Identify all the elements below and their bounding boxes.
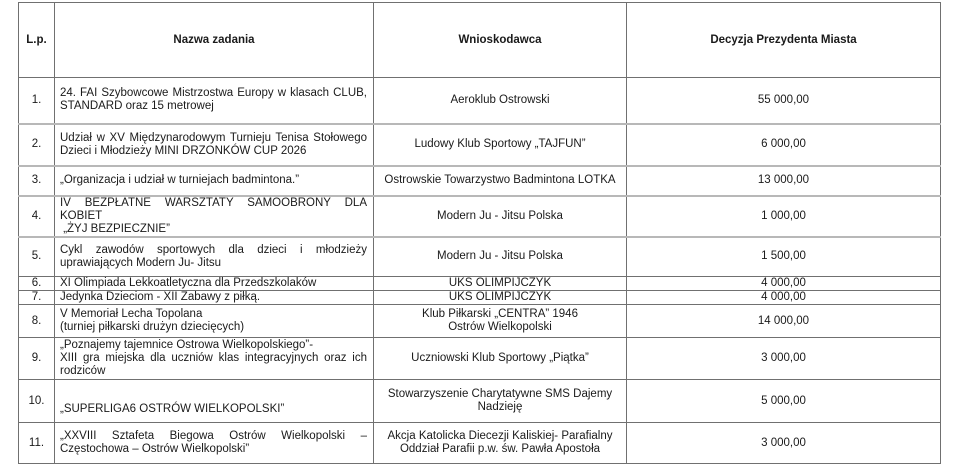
- header-decision: Decyzja Prezydenta Miasta: [627, 3, 941, 78]
- row-applicant-line1: Akcja Katolicka Diecezji Kaliskiej- Parafialny: [387, 430, 613, 442]
- row-applicant-line1: Klub Piłkarski „CENTRA” 1946: [422, 308, 578, 320]
- row-applicant: Ostrowskie Towarzystwo Badmintona LOTKA: [374, 166, 627, 196]
- row-name: Cykl zawodów sportowych dla dzieci i młodzieży uprawiających Modern Ju- Jitsu: [55, 237, 374, 277]
- row-lp: 9.: [19, 338, 55, 380]
- row-amount: 4 000,00: [627, 277, 941, 291]
- row-name-line2: „ŻYJ BEZPIECZNIE”: [60, 222, 170, 235]
- table-row: [19, 78, 941, 124]
- table-row: [19, 196, 941, 237]
- header-row: [19, 3, 941, 78]
- row-lp: 5.: [19, 237, 55, 277]
- table-row: [19, 166, 941, 196]
- row-lp: 3.: [19, 166, 55, 196]
- table-row: [19, 305, 941, 338]
- table-row: [19, 338, 941, 380]
- row-name-line2: (turniej piłkarski drużyn dziecięcych): [60, 321, 245, 333]
- row-amount: 13 000,00: [627, 166, 941, 196]
- row-lp: 8.: [19, 305, 55, 338]
- row-amount: 14 000,00: [627, 305, 941, 338]
- row-name: [55, 196, 374, 237]
- header-lp: L.p.: [19, 3, 55, 78]
- row-lp: 2.: [19, 124, 55, 166]
- row-lp: 1.: [19, 78, 55, 124]
- header-name: Nazwa zadania: [55, 3, 374, 78]
- row-lp: 4.: [19, 196, 55, 237]
- row-lp: 7.: [19, 291, 55, 305]
- row-amount: 1 000,00: [627, 196, 941, 237]
- row-name: Jedynka Dzieciom - XII Zabawy z piłką.: [55, 291, 374, 305]
- row-applicant-line2: Nadzieję: [477, 401, 523, 413]
- row-name-line1: IV BEZPŁATNE WARSZTATY SAMOOBRONY DLA KOBIET: [60, 196, 367, 222]
- row-amount: 5 000,00: [627, 380, 941, 423]
- table-row: [19, 237, 941, 277]
- row-amount: 3 000,00: [627, 338, 941, 380]
- row-applicant: Modern Ju - Jitsu Polska: [374, 237, 627, 277]
- row-name: [55, 305, 374, 338]
- table-row: [19, 277, 941, 291]
- table-row: [19, 380, 941, 423]
- row-name-line1: „Poznajemy tajemnice Ostrowa Wielkopolskiego”-: [60, 339, 314, 351]
- row-applicant: [374, 380, 627, 423]
- row-name: 24. FAI Szybowcowe Mistrzostwa Europy w klasach CLUB, STANDARD oraz 15 metrowej: [55, 78, 374, 124]
- row-name: [55, 338, 374, 380]
- header-applicant: Wnioskodawca: [374, 3, 627, 78]
- row-amount: 1 500,00: [627, 237, 941, 277]
- table-row: [19, 423, 941, 464]
- table-row: [19, 291, 941, 305]
- row-applicant: Modern Ju - Jitsu Polska: [374, 196, 627, 237]
- row-applicant: Ludowy Klub Sportowy „TAJFUN”: [374, 124, 627, 166]
- row-lp: 10.: [19, 380, 55, 423]
- row-amount: 55 000,00: [627, 78, 941, 124]
- row-applicant: [374, 423, 627, 464]
- row-applicant-line2: Ostrów Wielkopolski: [448, 321, 552, 333]
- grants-table: [18, 2, 941, 464]
- row-applicant-line1: Stowarzyszenie Charytatywne SMS Dajemy: [387, 388, 613, 400]
- row-applicant: Aeroklub Ostrowski: [374, 78, 627, 124]
- row-applicant: UKS OLIMPIJCZYK: [374, 277, 627, 291]
- row-applicant-line2: Oddział Parafii p.w. św. Pawła Apostoła: [399, 443, 601, 455]
- row-applicant: Uczniowski Klub Sportowy „Piątka”: [374, 338, 627, 380]
- row-applicant: UKS OLIMPIJCZYK: [374, 291, 627, 305]
- row-amount: 3 000,00: [627, 423, 941, 464]
- row-name: „XXVIII Sztafeta Biegowa Ostrów Wielkopolski – Częstochowa – Ostrów Wielkopolski”: [55, 423, 374, 464]
- row-name-line1: V Memoriał Lecha Topolana: [60, 308, 203, 320]
- table-row: [19, 124, 941, 166]
- row-lp: 11.: [19, 423, 55, 464]
- row-applicant: [374, 305, 627, 338]
- row-amount: 6 000,00: [627, 124, 941, 166]
- row-name: „SUPERLIGA6 OSTRÓW WIELKOPOLSKI”: [55, 380, 374, 423]
- row-name: XI Olimpiada Lekkoatletyczna dla Przedszkolaków: [55, 277, 374, 291]
- row-lp: 6.: [19, 277, 55, 291]
- row-name: Udział w XV Międzynarodowym Turnieju Tenisa Stołowego Dzieci i Młodzieży MINI DRZONKÓW CUP 2026: [55, 124, 374, 166]
- row-name: „Organizacja i udział w turniejach badmintona.”: [55, 166, 374, 196]
- row-name-line2: XIII gra miejska dla uczniów klas integracyjnych oraz ich rodziców: [60, 352, 367, 377]
- row-amount: 4 000,00: [627, 291, 941, 305]
